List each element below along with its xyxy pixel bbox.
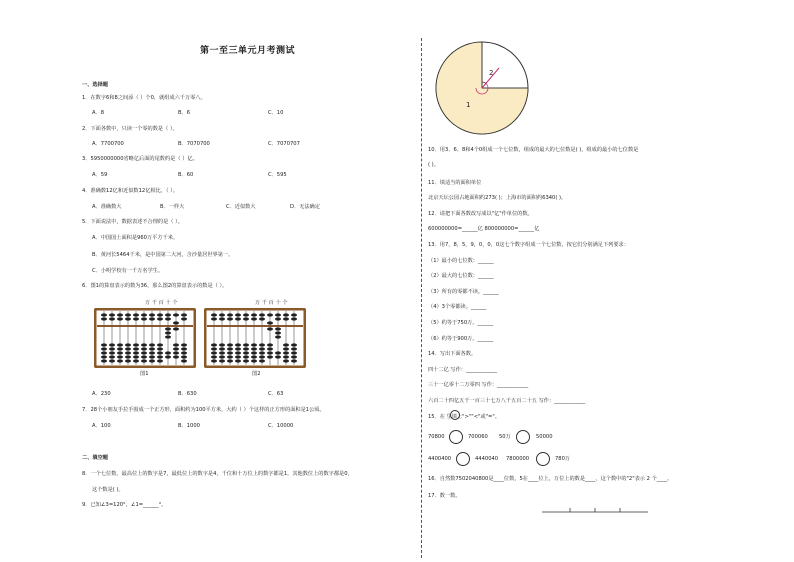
q14-item-2: 三十一亿零十二万零四 写作：____________: [428, 382, 529, 388]
q1-option-a: A．8: [92, 110, 105, 116]
q14-item-3: 六百二十四亿五千一百三十七万八千五百二十五 写作：____________: [428, 398, 586, 404]
question-15: 15．在 里填上">""<"或"="。: [428, 414, 500, 420]
q1-option-b: B．6: [178, 110, 191, 116]
q2-option-a: A．7700700: [92, 141, 124, 147]
question-11: 11．填适当的面积单位: [428, 180, 482, 186]
abacus2-header: 万 千 百 十 个: [255, 300, 288, 306]
question-10-line1: 10．用3、6、8和4个0组成一个七位数，组成的最大的七位数是( )，组成的最小的七位数是: [428, 147, 639, 153]
q15-r1-b: 700060: [468, 434, 488, 440]
question-7: 7．28个小朋友手拉手围成一个正方形，面积约为100平方米，大约（ ）个这样的正方形的面积是1公顷。: [82, 407, 325, 413]
question-1: 1．在数字6和8之间添（ ）个0，就组成六千万零八。: [82, 95, 206, 101]
q3-option-b: B．60: [178, 172, 194, 178]
q15-r2-d: 780万: [555, 456, 571, 462]
question-6: 6．图1的算盘表示的数为36，那么图2的算盘表示的数是（ ）。: [82, 283, 228, 289]
angle-label-1: 1: [466, 101, 471, 109]
abacus1-header: 万 千 百 十 个: [145, 300, 178, 306]
q2-option-b: B．7070700: [178, 141, 210, 147]
q3-option-c: C．595: [268, 172, 287, 178]
q15-r1-a: 70800: [428, 434, 445, 440]
question-11-detail: 北京天坛公园占地面积约273( )；上海市的面积约6340( )。: [428, 195, 567, 201]
angle-circle-figure: [432, 38, 532, 138]
q15-r2-a: 4400400: [428, 456, 452, 462]
q15-r2-c: 7800000: [506, 456, 530, 462]
question-4: 4．准确数12亿和近似数12亿相比，（ ）。: [82, 188, 178, 194]
question-16: 16．自然数7502040800是____位数，5在____位上，万位上的数是____，这个数中的"2"表示 2 个____。: [428, 476, 673, 482]
q1-option-c: C．10: [268, 110, 284, 116]
q15-r2-circle-2[interactable]: [536, 452, 550, 466]
q15-inline-circle: [450, 410, 460, 420]
section-choice-heading: 一、选择题: [82, 82, 108, 88]
angle-label-2: 2: [489, 69, 494, 77]
question-14: 14．写出下面各数。: [428, 351, 477, 357]
q6-option-a: A．230: [92, 391, 111, 397]
abacus1-caption: 图1: [140, 371, 149, 377]
question-13: 13．用7，8，5，9，0，0，0这七个数字组成一个七位数，按它们分别满足下列要求：: [428, 242, 629, 248]
question-8-line2: 这个数是( )。: [92, 487, 124, 493]
q15-r2-circle-1[interactable]: [456, 452, 470, 466]
q4-option-b: B．一样大: [160, 204, 185, 210]
q6-option-b: B．630: [178, 391, 197, 397]
q15-r2-b: 4440040: [475, 456, 499, 462]
q5-option-a: A．中国国土面积是960万平方千米。: [92, 235, 179, 241]
question-2: 2．下面各数中，只读一个零的数是（ ）。: [82, 126, 178, 132]
q4-option-d: D．无法确定: [290, 204, 320, 210]
q15-r1-circle-1[interactable]: [449, 430, 463, 444]
q14-item-1: 四十二亿 写作：____________: [428, 367, 498, 373]
section-fill-heading: 二、填空题: [82, 455, 108, 461]
question-12-detail: 600000000=______亿 800000000=______亿: [428, 226, 540, 232]
q2-option-c: C．7070707: [268, 141, 300, 147]
q7-option-b: B．1000: [178, 423, 200, 429]
question-8-line1: 8．一个七位数，最高位上的数字是7，最低位上的数字是4，千位和十万位上的数字都是1，其他数位上的数字都是0，: [82, 471, 353, 477]
q15-r1-d: 50000: [536, 434, 553, 440]
q13-item-6: （6）约等于900万。______: [428, 336, 494, 342]
q15-r1-c: 50万: [499, 434, 511, 440]
question-9: 9．已知∠3=120°，∠1=______°。: [82, 502, 167, 508]
q13-item-3: （3）所有的零都不读。______: [428, 289, 499, 295]
q6-option-c: C．63: [268, 391, 284, 397]
q5-option-b: B．黄河长5464千米，是中国第二大河，含沙量居世界第一。: [92, 252, 234, 258]
question-5: 5．下面说法中，数据表述不合理的是（ ）。: [82, 219, 183, 225]
q13-item-4: （4）3个零都读。______: [428, 304, 487, 310]
q13-item-1: （1）最小的七位数：______: [428, 258, 494, 264]
abacus-figure-2: [204, 308, 306, 368]
abacus-figure-1: [94, 308, 196, 368]
count-line-figure: [540, 506, 650, 516]
q4-option-a: A．准确数大: [92, 204, 122, 210]
question-12: 12．请把下面各数改写成以"亿"作单位的数。: [428, 211, 533, 217]
q13-item-2: （2）最大的七位数：______: [428, 273, 494, 279]
q13-item-5: （5）约等于750万。______: [428, 320, 494, 326]
q15-r1-circle-2[interactable]: [516, 430, 530, 444]
q3-option-a: A．59: [92, 172, 108, 178]
question-3: 3．5950000000省略亿后面的尾数约是（ ）亿。: [82, 156, 198, 162]
question-10-line2: ( )。: [428, 162, 439, 168]
column-divider: [421, 38, 422, 558]
q4-option-c: C．近似数大: [226, 204, 256, 210]
question-17: 17．数一数。: [428, 493, 461, 499]
abacus2-caption: 图2: [252, 371, 261, 377]
q7-option-c: C．10000: [268, 423, 294, 429]
page-title: 第一至三单元月考测试: [200, 46, 296, 56]
q7-option-a: A．100: [92, 423, 111, 429]
q5-option-c: C．小明学校有一千万名学生。: [92, 268, 164, 274]
